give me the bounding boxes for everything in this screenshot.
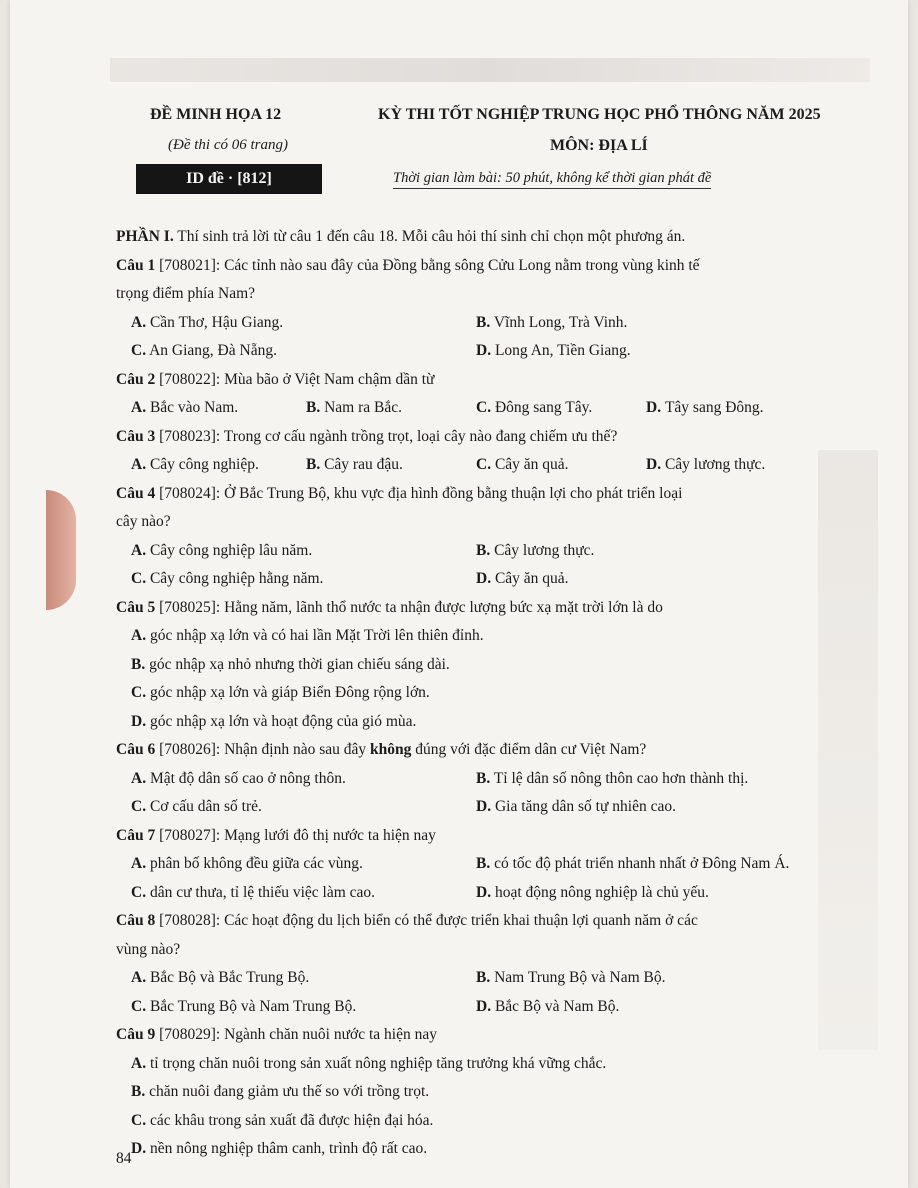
option-text: Cây lương thực. (664, 456, 766, 473)
option-text: Cơ cấu dân số trẻ. (149, 798, 262, 815)
option-b (476, 309, 627, 338)
option-text: hoạt động nông nghiệp là chủ yếu. (494, 883, 709, 901)
question-text: [708028]: Các hoạt động du lịch biển có thể được triển khai thuận lợi quanh năm ở các (155, 912, 698, 929)
option-letter: C. (131, 570, 147, 587)
option-letter: B. (131, 655, 146, 673)
option-b (476, 765, 748, 794)
question-label: Câu 8 (116, 912, 156, 929)
page-count: (Đề thi có 06 trang) (168, 137, 288, 153)
option-text: An Giang, Đà Nẵng. (149, 342, 277, 359)
option-text: Cây công nghiệp lâu năm. (149, 541, 313, 559)
option-b (476, 850, 789, 879)
option-a (131, 850, 476, 879)
question-1 (116, 252, 856, 281)
option-c (116, 1107, 856, 1136)
question-label: Câu 4 (116, 484, 156, 502)
option-text: nền nông nghiệp thâm canh, trình độ rất cao. (149, 1140, 428, 1157)
options-row (116, 394, 856, 423)
option-letter: A. (131, 969, 147, 986)
question-text: đúng với đặc điểm dân cư Việt Nam? (411, 741, 647, 758)
option-letter: B. (476, 969, 491, 986)
question-text: [708022]: Mùa bão ở Việt Nam chậm dần từ (155, 370, 435, 388)
option-letter: D. (646, 399, 662, 416)
options-row (116, 537, 856, 566)
option-c (476, 451, 646, 480)
question-list (116, 223, 856, 1164)
options-row (116, 451, 856, 480)
option-letter: A. (131, 399, 147, 416)
option-text: Nam ra Bắc. (324, 399, 402, 416)
option-c (131, 337, 476, 366)
option-text: tỉ trọng chăn nuôi trong sản xuất nông nghiệp tăng trưởng khá vững chắc. (149, 1054, 607, 1072)
question-label: Câu 6 (116, 741, 156, 758)
option-text: góc nhập xạ nhỏ nhưng thời gian chiếu sáng dài. (149, 655, 450, 673)
options-row (116, 993, 856, 1022)
option-letter: D. (476, 570, 492, 587)
question-text: [708024]: Ở Bắc Trung Bộ, khu vực địa hình đồng bằng thuận lợi cho phát triển loại (155, 484, 683, 502)
option-d (476, 879, 709, 908)
question-3 (116, 423, 856, 452)
question-label: Câu 2 (116, 370, 156, 388)
option-text: Cây công nghiệp. (149, 456, 259, 473)
option-letter: D. (476, 342, 492, 359)
option-b (116, 651, 856, 680)
option-c (116, 679, 856, 708)
option-letter: C. (131, 1111, 147, 1129)
option-b (306, 394, 476, 423)
option-letter: B. (306, 456, 321, 473)
options-row (116, 565, 856, 594)
exam-title: KỲ THI TỐT NGHIỆP TRUNG HỌC PHỔ THÔNG NĂM 2025 (378, 106, 821, 123)
option-text: Mật độ dân số cao ở nông thôn. (149, 769, 346, 787)
option-text: Gia tăng dân số tự nhiên cao. (494, 798, 676, 815)
question-text-cont: trọng điểm phía Nam? (116, 285, 256, 302)
option-letter: D. (131, 712, 147, 730)
option-letter: A. (131, 313, 147, 331)
option-text: Bắc Bộ và Bắc Trung Bộ. (149, 969, 310, 986)
option-text: Cây ăn quả. (494, 456, 569, 473)
page-number: 84 (116, 1150, 132, 1167)
section-text: Thí sinh trả lời từ câu 1 đến câu 18. Mỗi câu hỏi thí sinh chỉ chọn một phương án. (173, 228, 686, 245)
question-label: Câu 5 (116, 598, 156, 616)
option-a (131, 537, 476, 566)
option-d (476, 337, 631, 366)
question-4 (116, 480, 856, 509)
option-letter: D. (476, 997, 492, 1015)
question-text: [708021]: Các tỉnh nào sau đây của Đồng bằng sông Cửu Long nằm trong vùng kinh tế (155, 256, 700, 274)
option-letter: C. (476, 399, 492, 416)
option-text: Bắc Bộ và Nam Bộ. (494, 997, 620, 1015)
exam-code: ĐỀ MINH HỌA 12 (150, 106, 282, 123)
option-letter: D. (131, 1140, 147, 1157)
option-letter: B. (476, 855, 491, 872)
section-label: PHẦN I. (116, 228, 174, 245)
option-letter: B. (306, 399, 321, 416)
option-letter: A. (131, 855, 147, 872)
finger-shadow (46, 490, 76, 610)
question-5 (116, 594, 856, 623)
option-text: Long An, Tiền Giang. (494, 342, 631, 359)
option-d (476, 793, 676, 822)
option-text: Nam Trung Bộ và Nam Bộ. (494, 969, 666, 986)
option-letter: B. (476, 769, 491, 787)
question-text: [708025]: Hằng năm, lãnh thổ nước ta nhận được lượng bức xạ mặt trời lớn là do (155, 598, 663, 616)
option-letter: A. (131, 456, 147, 473)
option-text: chăn nuôi đang giảm ưu thế so với trồng trọt. (149, 1083, 430, 1100)
question-label: Câu 1 (116, 256, 156, 274)
option-text: Vĩnh Long, Trà Vinh. (493, 313, 628, 331)
option-c (131, 565, 476, 594)
option-letter: B. (131, 1083, 146, 1100)
options-row (116, 793, 856, 822)
option-text: góc nhập xạ lớn và có hai lần Mặt Trời lên thiên đỉnh. (149, 627, 484, 644)
option-text: Cây lương thực. (494, 541, 595, 559)
option-letter: C. (131, 798, 147, 815)
option-letter: D. (476, 798, 492, 815)
option-b (306, 451, 476, 480)
option-text: phân bố không đều giữa các vùng. (149, 855, 363, 872)
question-emphasis: không (370, 741, 412, 758)
option-a (131, 309, 476, 338)
option-text: Bắc Trung Bộ và Nam Trung Bộ. (149, 997, 357, 1015)
option-c (476, 394, 646, 423)
option-a (116, 622, 856, 651)
option-text: Cây ăn quả. (494, 570, 569, 587)
question-label: Câu 3 (116, 427, 156, 445)
options-row (116, 879, 856, 908)
question-label: Câu 9 (116, 1026, 156, 1043)
option-letter: A. (131, 541, 147, 559)
question-text-cont: vùng nào? (116, 940, 181, 958)
option-d (646, 394, 764, 423)
option-d (646, 451, 765, 480)
time-note: Thời gian làm bài: 50 phút, không kể thời gian phát đề (393, 170, 711, 189)
question-text-cont: cây nào? (116, 513, 171, 530)
options-row (116, 337, 856, 366)
option-b (116, 1078, 856, 1107)
option-letter: C. (131, 883, 147, 901)
bleed-through-band (110, 58, 870, 82)
option-c (131, 993, 476, 1022)
option-d (116, 708, 856, 737)
option-a (116, 1050, 856, 1079)
option-letter: C. (131, 684, 147, 701)
option-letter: C. (476, 456, 492, 473)
option-letter: D. (476, 883, 492, 901)
option-text: góc nhập xạ lớn và giáp Biển Đông rộng lớn. (149, 684, 430, 701)
option-a (131, 394, 306, 423)
question-text: [708027]: Mạng lưới đô thị nước ta hiện nay (155, 826, 436, 844)
options-row (116, 765, 856, 794)
option-c (131, 793, 476, 822)
option-letter: B. (476, 541, 491, 559)
option-a (131, 765, 476, 794)
option-letter: A. (131, 627, 147, 644)
options-row (116, 309, 856, 338)
option-d (476, 565, 569, 594)
question-label: Câu 7 (116, 826, 156, 844)
question-text: [708023]: Trong cơ cấu ngành trồng trọt, loại cây nào đang chiếm ưu thế? (155, 427, 618, 445)
option-text: Tây sang Đông. (664, 399, 764, 416)
option-letter: A. (131, 769, 147, 787)
option-text: Tỉ lệ dân số nông thôn cao hơn thành thị. (493, 769, 749, 787)
option-text: dân cư thưa, tỉ lệ thiếu việc làm cao. (149, 883, 376, 901)
option-text: có tốc độ phát triển nhanh nhất ở Đông Nam Á. (494, 855, 790, 872)
option-b (476, 537, 594, 566)
question-2 (116, 366, 856, 395)
option-letter: C. (131, 997, 147, 1015)
option-letter: C. (131, 342, 147, 359)
option-a (131, 964, 476, 993)
question-7 (116, 822, 856, 851)
option-text: Bắc vào Nam. (149, 399, 239, 416)
option-text: Cây công nghiệp hằng năm. (149, 570, 324, 587)
question-8 (116, 907, 856, 936)
question-text: [708026]: Nhận định nào sau đây (155, 741, 371, 758)
option-letter: B. (476, 313, 491, 331)
option-text: Cần Thơ, Hậu Giang. (149, 313, 284, 331)
option-d (116, 1135, 856, 1164)
option-text: góc nhập xạ lớn và hoạt động của gió mùa. (149, 712, 417, 730)
option-text: các khâu trong sản xuất đã được hiện đại hóa. (149, 1111, 434, 1129)
subject: MÔN: ĐỊA LÍ (550, 137, 648, 154)
question-text: [708029]: Ngành chăn nuôi nước ta hiện nay (155, 1026, 437, 1043)
question-6 (116, 736, 856, 765)
options-row (116, 964, 856, 993)
option-letter: A. (131, 1054, 147, 1072)
options-row (116, 850, 856, 879)
option-b (476, 964, 665, 993)
option-letter: D. (646, 456, 662, 473)
option-c (131, 879, 476, 908)
option-text: Đông sang Tây. (494, 399, 593, 416)
question-9 (116, 1021, 856, 1050)
section-heading (116, 223, 856, 252)
exam-id-badge: ID đề · [812] (136, 164, 322, 194)
option-a (131, 451, 306, 480)
option-text: Cây rau đậu. (324, 456, 403, 473)
document-page (10, 0, 908, 1188)
option-d (476, 993, 619, 1022)
